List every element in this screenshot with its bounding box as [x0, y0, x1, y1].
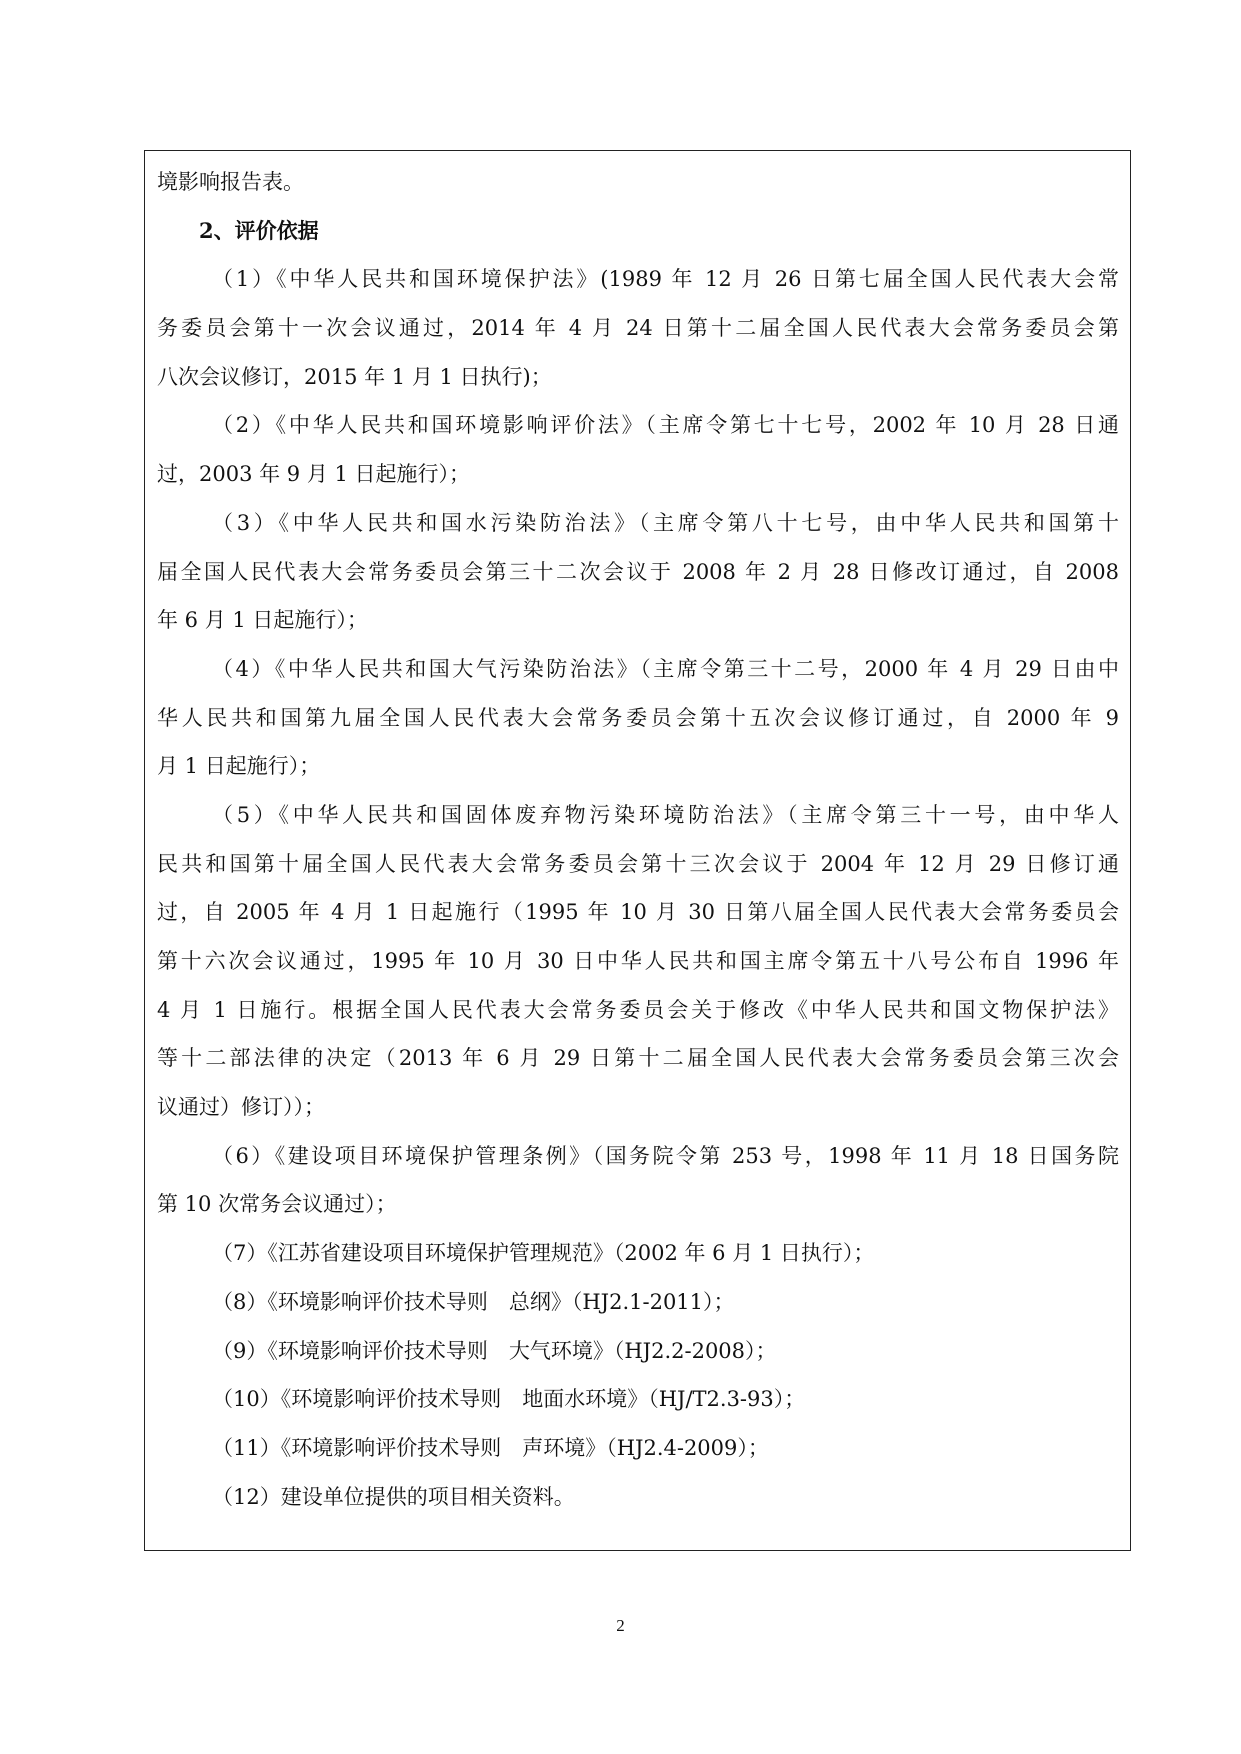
text-line: （4）《中华人民共和国大气污染防治法》（主席令第三十二号，2000 年 4 月 29 日由中 — [212, 656, 1119, 681]
text-line: 过，2003 年 9 月 1 日起施行）； — [157, 462, 471, 487]
document-body — [157, 158, 1119, 1521]
text-line: 过，自 2005 年 4 月 1 日起施行（1995 年 10 月 30 日第八届全国人民代表大会常务委员会 — [157, 900, 1119, 925]
text-line: 华人民共和国第九届全国人民代表大会常务委员会第十五次会议修订通过，自 2000 年 9 — [157, 705, 1119, 730]
text-line: （3）《中华人民共和国水污染防治法》（主席令第八十七号，由中华人民共和国第十 — [212, 510, 1119, 535]
text-line: （12）建设单位提供的项目相关资料。 — [212, 1484, 575, 1509]
text-line: 务委员会第十一次会议通过，2014 年 4 月 24 日第十二届全国人民代表大会常务委员会第 — [157, 316, 1119, 341]
text-line: （2）《中华人民共和国环境影响评价法》（主席令第七十七号，2002 年 10 月 28 日通 — [212, 413, 1119, 438]
text-line: 年 6 月 1 日起施行）； — [157, 608, 368, 633]
text-line: 届全国人民代表大会常务委员会第三十二次会议于 2008 年 2 月 28 日修改订通过，自 2008 — [157, 559, 1119, 584]
text-line: （1）《中华人民共和国环境保护法》(1989 年 12 月 26 日第七届全国人民代表大会常 — [212, 267, 1119, 292]
text-line: 等十二部法律的决定（2013 年 6 月 29 日第十二届全国人民代表大会常务委员会第三次会 — [157, 1046, 1119, 1071]
text-line: 4 月 1 日施行。根据全国人民代表大会常务委员会关于修改《中华人民共和国文物保护法》 — [157, 997, 1119, 1022]
text-line: 第十六次会议通过，1995 年 10 月 30 日中华人民共和国主席令第五十八号公布自 1996 年 — [157, 949, 1119, 973]
page-number: 2 — [616, 1616, 625, 1635]
text-line: （11）《环境影响评价技术导则 声环境》（HJ2.4-2009）； — [212, 1435, 769, 1460]
text-line: （5）《中华人民共和国固体废弃物污染环境防治法》（主席令第三十一号，由中华人 — [212, 802, 1119, 827]
text-line: 第 10 次常务会议通过）； — [157, 1192, 397, 1217]
text-line: （6）《建设项目环境保护管理条例》（国务院令第 253 号，1998 年 11 月 18 日国务院 — [212, 1143, 1119, 1168]
text-line: 境影响报告表。 — [157, 170, 304, 194]
text-line: 民共和国第十届全国人民代表大会常务委员会第十三次会议于 2004 年 12 月 29 日修订通 — [157, 851, 1119, 876]
text-line: 月 1 日起施行）； — [157, 754, 321, 779]
text-line: 八次会议修订，2015 年 1 月 1 日执行)； — [157, 364, 552, 389]
text-line: （10）《环境影响评价技术导则 地面水环境》（HJ/T2.3-93）； — [212, 1387, 806, 1412]
text-line: （8）《环境影响评价技术导则 总纲》（HJ2.1-2011）； — [212, 1289, 735, 1314]
text-line: 议通过）修订））； — [157, 1095, 325, 1120]
text-line: （9）《环境影响评价技术导则 大气环境》（HJ2.2-2008）； — [212, 1338, 777, 1363]
section-heading: 2、评价依据 — [199, 217, 319, 243]
text-line: （7）《江苏省建设项目环境保护管理规范》（2002 年 6 月 1 日执行）； — [212, 1241, 875, 1266]
